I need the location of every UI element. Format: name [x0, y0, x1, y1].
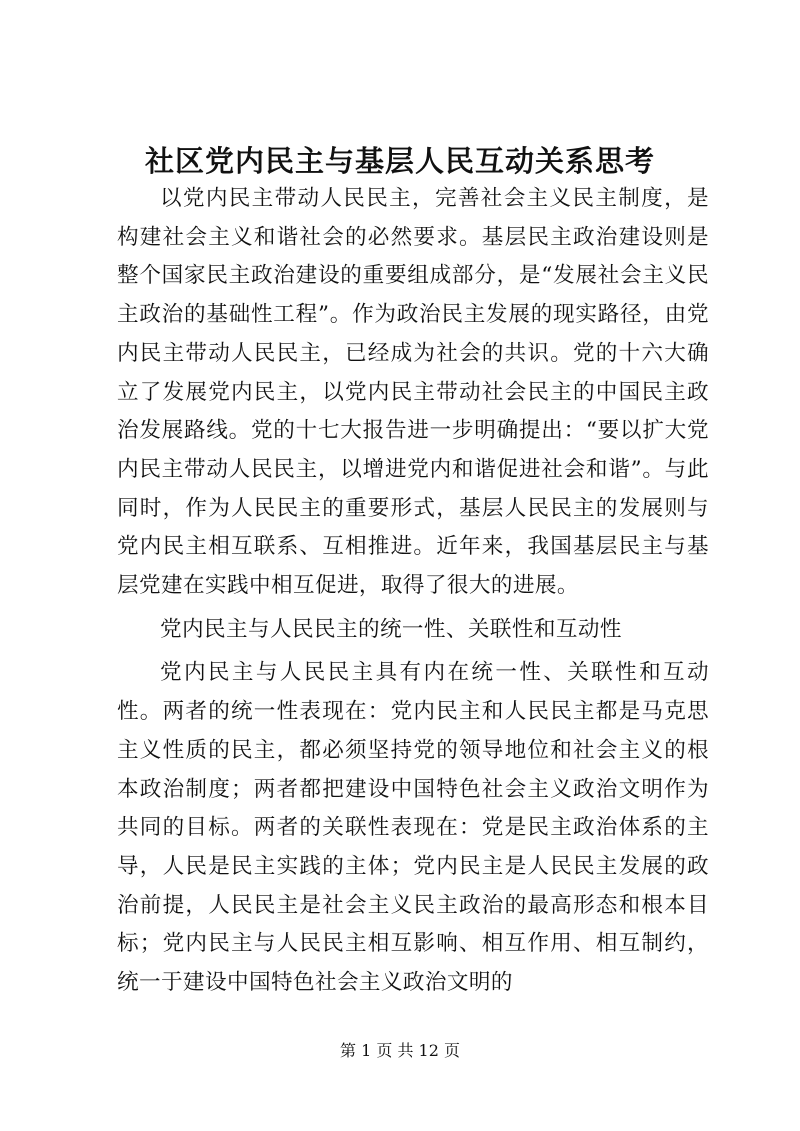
paragraph-relationship: 党内民主与人民民主具有内在统一性、关联性和互动性。两者的统一性表现在：党内民主和人民民主都是马克思主义性质的民主，都必须坚持党的领导地位和社会主义的根本政治制度；两者都把建设中国特色社会主义政治文明作为共同的目标。两者的关联性表现在：党是民主政治体系的主导，人民是民主实践的主体；党内民主是人民民主发展的政治前提，人民民主是社会主义民主政治的最高形态和根本目标；党内民主与人民民主相互影响、相互作用、相互制约，统一于建设中国特色社会主义政治文明的 [117, 660, 709, 996]
document-title: 社区党内民主与基层人民互动关系思考 [144, 144, 655, 178]
page-number: 第 1 页 共 12 页 [340, 1041, 460, 1060]
document-body [117, 180, 709, 1003]
section-heading: 党内民主与人民民主的统一性、关联性和互动性 [160, 616, 622, 642]
paragraph-intro: 以党内民主带动人民民主，完善社会主义民主制度，是构建社会主义和谐社会的必然要求。基层民主政治建设则是整个国家民主政治建设的重要组成部分，是“发展社会主义民主政治的基础性工程”。作为政治民主发展的现实路径，由党内民主带动人民民主，已经成为社会的共识。党的十六大确立了发展党内民主，以党内民主带动社会民主的中国民主政治发展路线。党的十七大报告进一步明确提出：“要以扩大党内民主带动人民民主，以增进党内和谐促进社会和谐”。与此同时，作为人民民主的重要形式，基层人民民主的发展则与党内民主相互联系、互相推进。近年来，我国基层民主与基层党建在实践中相互促进，取得了很大的进展。 [117, 186, 709, 599]
